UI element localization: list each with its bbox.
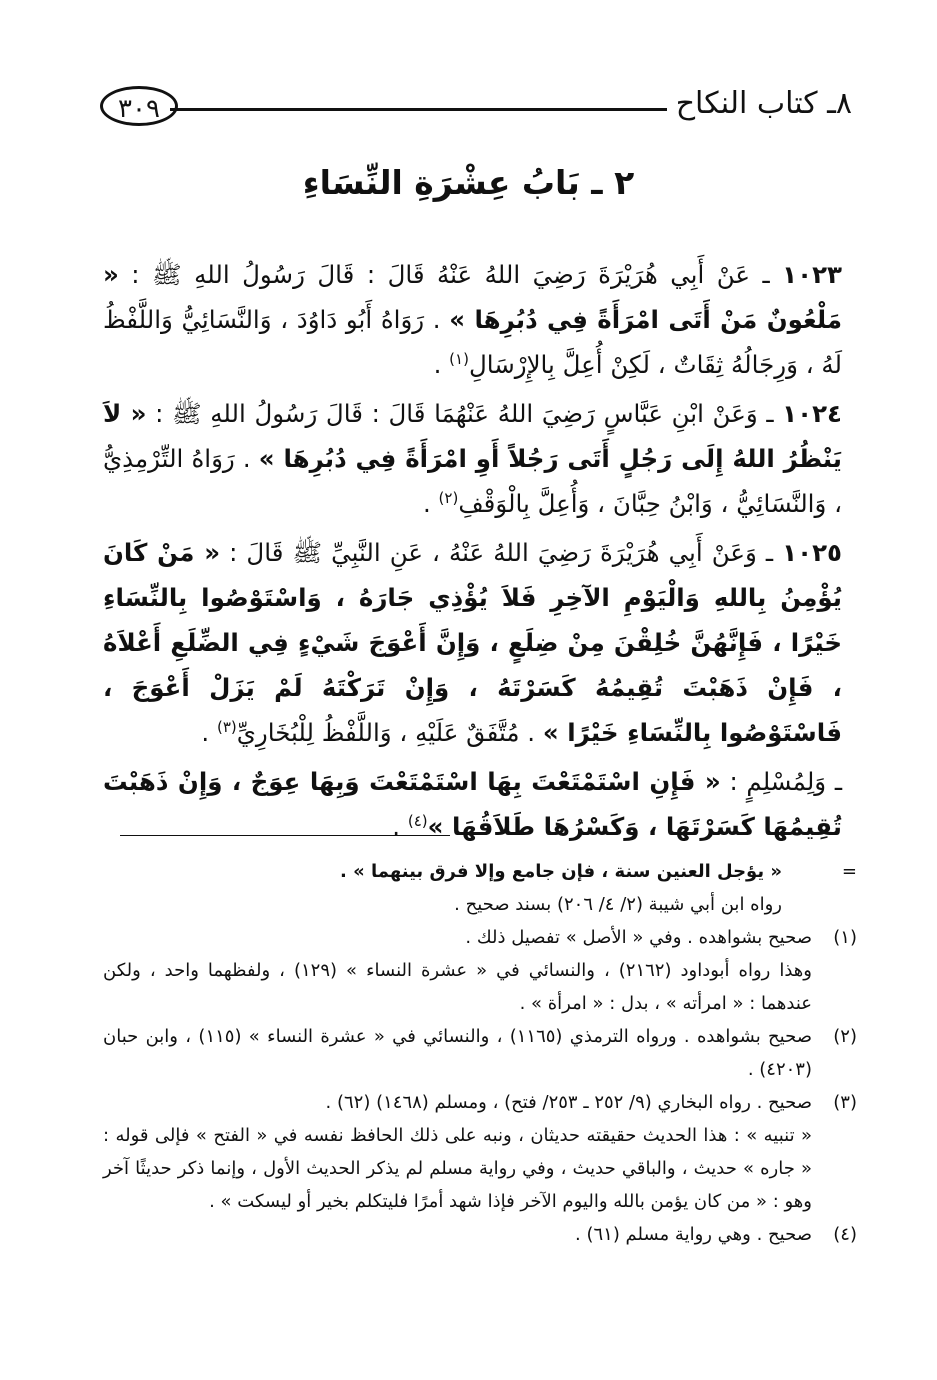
variant-end: .: [392, 812, 408, 841]
footnote-ref: (١): [449, 349, 469, 368]
footnote-2: [103, 1020, 857, 1086]
hadith-end: .: [201, 718, 217, 747]
hadith-quote: « مَنْ كَانَ يُؤْمِنُ بِاللهِ وَالْيَوْمِ الآخِرِ فَلاَ يُؤْذِي جَارَهُ ، وَاسْتَوْصُوا بِالنِّسَاءِ خَيْرًا ، فَإِنَّهُنَّ خُلِقْنَ مِنْ ضِلَعٍ ، وَإِنَّ أَعْوَجَ شَيْءٍ فِي الضِّلَعِ أَعْلاَهُ ، فَإِنْ ذَهَبْتَ تُقِيمُهُ كَسَرْتَهُ ، وَإِنْ تَرَكْتَهُ لَمْ يَزَلْ أَعْوَجَ ، فَاسْتَوْصُوا بِالنِّسَاءِ خَيْرًا »: [103, 538, 842, 747]
continuation-marker: =: [841, 861, 857, 882]
hadith-end: .: [422, 489, 439, 518]
hadith-quote: « لاَ يَنْظُرُ اللهُ إِلَى رَجُلٍ أَتَى رَجُلاً أَوِ امْرَأَةً فِي دُبُرِهَا »: [103, 399, 842, 473]
hadith-1024: [103, 391, 842, 526]
hadith-quote: « مَلْعُونٌ مَنْ أَتَى امْرَأَةً فِي دُبُرِهَا »: [103, 260, 842, 334]
page-header: [100, 82, 852, 132]
footnote-line: صحيح بشواهده . ورواه الترمذي (١١٦٥) ، والنسائي في « عشرة النساء » (١١٥) ، وابن حبان (٤٢٠٣) .: [103, 1026, 812, 1080]
header-rule: [170, 108, 667, 111]
footnote-4: [103, 1218, 857, 1251]
chapter-title: ٢ ـ بَابُ عِشْرَةِ النِّسَاءِ: [302, 163, 635, 202]
footnote-1: [103, 921, 857, 1020]
footnote-line: « تنبيه » : هذا الحديث حقيقته حديثان ، ونبه على ذلك الحافظ نفسه في « الفتح » فإلى قوله : « جاره » حديث ، والباقي حديث ، وفي رواية مسلم لم يذكر الحديث الأول ، وإنما ذكر حديثًا آخر وهو : « من كان يؤمن بالله واليوم الآخر فإذا شهد أمرًا فليتكلم بخير أو ليسكت » .: [103, 1125, 812, 1212]
footnote-separator: [120, 835, 450, 836]
footnote-marker: (٣): [833, 1092, 857, 1113]
footnote-marker: (٤): [833, 1224, 857, 1245]
footnote-marker: (٢): [833, 1026, 857, 1047]
hadith-source: . رَوَاهُ أَبُو دَاوُدَ ، وَالنَّسَائِيُّ وَاللَّفْظُ لَهُ ، وَرِجَالُهُ ثِقَاتٌ ، لَكِنْ أُعِلَّ بِالإِرْسَالِ: [103, 305, 842, 379]
footnotes: [103, 855, 857, 1251]
footnote-marker: (١): [833, 927, 857, 948]
hadith-1025: [103, 530, 842, 755]
hadith-number: ١٠٢٤: [782, 399, 842, 428]
hadith-1023: [103, 252, 842, 387]
footnote-continuation: [103, 855, 857, 921]
hadith-number: ١٠٢٥: [782, 538, 842, 567]
footnote-3: [103, 1086, 857, 1218]
footnote-line: صحيح . رواه البخاري (٩/ ٢٥٢ ـ ٢٥٣/ فتح) ، ومسلم (١٤٦٨) (٦٢) .: [325, 1092, 812, 1113]
footnote-ref: (٤): [407, 811, 428, 830]
footnote-line: صحيح بشواهده . وفي « الأصل » تفصيل ذلك .: [465, 927, 812, 948]
hadith-intro: ـ عَنْ أَبِي هُرَيْرَةَ رَضِيَ اللهُ عَنْهُ قَالَ : قَالَ رَسُولُ اللهِ ﷺ :: [118, 260, 783, 289]
hadith-intro: ـ وَعَنْ أَبِي هُرَيْرَةَ رَضِيَ اللهُ عَنْهُ ، عَنِ النَّبِيِّ ﷺ قَالَ :: [220, 538, 783, 567]
variant-intro: ـ وَلِمُسْلِمٍ :: [720, 767, 842, 796]
page-number: ٣٠٩: [100, 86, 178, 126]
main-text: [103, 252, 842, 853]
hadith-end: .: [433, 350, 450, 379]
footnote-line: « يؤجل العنين سنة ، فإن جامع وإلا فرق بينهما » .: [340, 861, 782, 882]
variant-quote: « فَإِنِ اسْتَمْتَعْتَ بِهَا اسْتَمْتَعْتَ وَبِهَا عِوَجٌ ، وَإِنْ ذَهَبْتَ تُقِيمُهَا كَسَرْتَهَا ، وَكَسْرُهَا طَلاَقُهَا »: [103, 767, 842, 841]
hadith-intro: ـ وَعَنْ ابْنِ عَبَّاسٍ رَضِيَ اللهُ عَنْهُمَا قَالَ : قَالَ رَسُولُ اللهِ ﷺ :: [146, 399, 783, 428]
hadith-source: . مُتَّفَقٌ عَلَيْهِ ، وَاللَّفْظُ لِلْبُخَارِيِّ: [236, 718, 543, 747]
footnote-line: وهذا رواه أبوداود (٢١٦٢) ، والنسائي في « عشرة النساء » (١٢٩) ، ولفظهما واحد ، ولكن عندهما : « امرأته » ، بدل : « امرأة » .: [103, 960, 812, 1014]
footnote-ref: (٣): [216, 717, 237, 736]
footnote-line: صحيح . وهي رواية مسلم (٦١) .: [575, 1224, 812, 1245]
hadith-number: ١٠٢٣: [782, 260, 842, 289]
footnote-ref: (٢): [438, 488, 459, 507]
footnote-line: رواه ابن أبي شيبة (٢/ ٤/ ٢٠٦) بسند صحيح .: [454, 894, 782, 915]
running-title: ٨ـ كتاب النكاح: [675, 86, 852, 121]
hadith-source: . رَوَاهُ التِّرْمِذِيُّ ، وَالنَّسَائِيُّ ، وَابْنُ حِبَّانَ ، وَأُعِلَّ بِالْوَقْفِ: [103, 444, 842, 518]
